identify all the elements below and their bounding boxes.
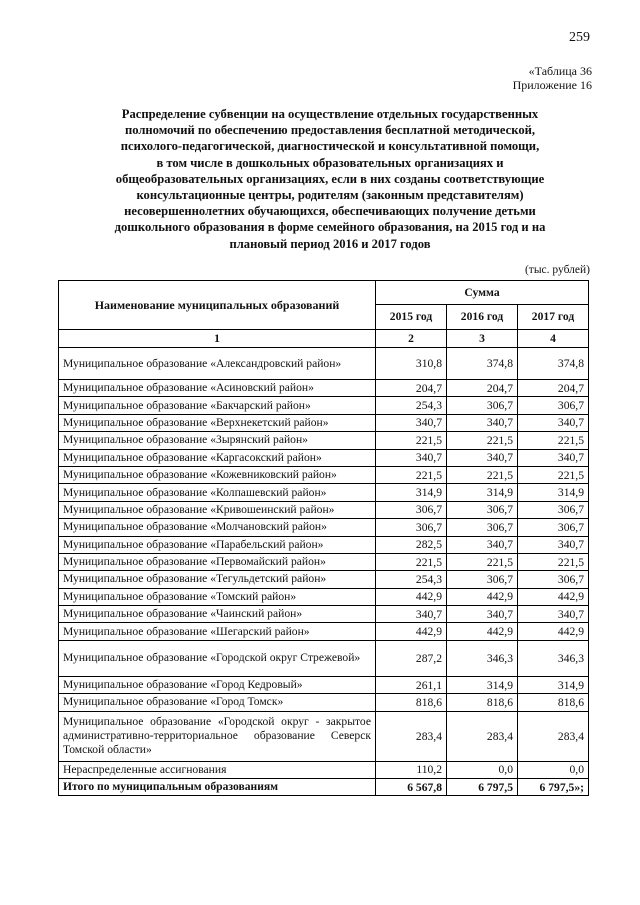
- table-row: [59, 466, 589, 483]
- amount-2015: 340,7: [376, 606, 447, 623]
- amount-2017: 306,7: [518, 519, 589, 536]
- amount-2015: 306,7: [376, 501, 447, 518]
- municipality-name: Муниципальное образование «Кожевниковский район»: [59, 466, 376, 483]
- amount-2016: 221,5: [447, 466, 518, 483]
- amount-2016: 340,7: [447, 606, 518, 623]
- total-2017: 6 797,5»;: [518, 779, 589, 796]
- amount-2015: 442,9: [376, 588, 447, 605]
- amount-2015: 442,9: [376, 623, 447, 640]
- title-line: плановый период 2016 и 2017 годов: [229, 236, 431, 251]
- amount-2015: 261,1: [376, 676, 447, 693]
- amount-2015: 340,7: [376, 449, 447, 466]
- table-row: [59, 536, 589, 553]
- units-label: (тыс. рублей): [524, 264, 590, 276]
- amount-2016: 374,8: [447, 348, 518, 380]
- amount-2017: 221,5: [518, 466, 589, 483]
- table-row: [59, 588, 589, 605]
- amount-2015: 221,5: [376, 553, 447, 570]
- amount-2015: 204,7: [376, 380, 447, 397]
- header-sum: Сумма: [376, 281, 589, 305]
- amount-2015: 340,7: [376, 414, 447, 431]
- table-row: [59, 484, 589, 501]
- header-municipality: Наименование муниципальных образований: [59, 281, 376, 330]
- column-number: 3: [447, 330, 518, 348]
- total-label: Итого по муниципальным образованиям: [59, 779, 376, 796]
- amount-2016: 340,7: [447, 414, 518, 431]
- title-line: несовершеннолетних обучающихся, обеспечивающих получение детьми: [124, 204, 536, 219]
- municipality-name: Муниципальное образование «Верхнекетский район»: [59, 414, 376, 431]
- table-row: [59, 380, 589, 397]
- amount-2017: 340,7: [518, 414, 589, 431]
- amount-2017: 0,0: [518, 761, 589, 778]
- amount-2017: 283,4: [518, 711, 589, 761]
- amount-2015: 314,9: [376, 484, 447, 501]
- header-year-2017: 2017 год: [518, 304, 589, 329]
- amount-2017: 221,5: [518, 432, 589, 449]
- amount-2017: 306,7: [518, 501, 589, 518]
- municipality-name: Муниципальное образование «Кривошеинский район»: [59, 501, 376, 518]
- amount-2016: 306,7: [447, 501, 518, 518]
- table-row: [59, 414, 589, 431]
- amount-2016: 221,5: [447, 553, 518, 570]
- municipality-name: Муниципальное образование «Молчановский район»: [59, 519, 376, 536]
- municipality-name: Муниципальное образование «Зырянский район»: [59, 432, 376, 449]
- title-line: полномочий по обеспечению предоставления бесплатной методической,: [124, 123, 536, 138]
- amount-2017: 442,9: [518, 623, 589, 640]
- municipality-name: Муниципальное образование «Парабельский район»: [59, 536, 376, 553]
- table-ref-line: «Таблица 36: [528, 64, 592, 78]
- amount-2015: 254,3: [376, 571, 447, 588]
- amount-2016: 314,9: [447, 676, 518, 693]
- table-row: [59, 449, 589, 466]
- amount-2016: 442,9: [447, 623, 518, 640]
- amount-2017: 314,9: [518, 484, 589, 501]
- amount-2017: 314,9: [518, 676, 589, 693]
- column-number: 4: [518, 330, 589, 348]
- municipality-name: Муниципальное образование «Александровский район»: [59, 348, 376, 380]
- municipality-name: Муниципальное образование «Город Томск»: [59, 694, 376, 711]
- table-row: [59, 676, 589, 693]
- amount-2016: 306,7: [447, 519, 518, 536]
- amount-2017: 306,7: [518, 397, 589, 414]
- table-row: [59, 501, 589, 518]
- amount-2017: 346,3: [518, 640, 589, 676]
- title-line: в том числе в дошкольных образовательных организациях и: [156, 155, 504, 170]
- column-number: 2: [376, 330, 447, 348]
- amount-2017: 340,7: [518, 536, 589, 553]
- table-row: [59, 571, 589, 588]
- municipality-name: Муниципальное образование «Асиновский район»: [59, 380, 376, 397]
- total-2015: 6 567,8: [376, 779, 447, 796]
- total-2016: 6 797,5: [447, 779, 518, 796]
- municipality-name: Муниципальное образование «Чаинский район»: [59, 606, 376, 623]
- title-line: общеобразовательных организациях, если в них созданы соответствующие: [115, 171, 545, 186]
- municipality-name: Муниципальное образование «Томский район»: [59, 588, 376, 605]
- title-line: Распределение субвенции на осуществление отдельных государственных: [121, 107, 539, 121]
- table-row: [59, 397, 589, 414]
- municipality-name: Муниципальное образование «Тегульдетский район»: [59, 571, 376, 588]
- header-year-2016: 2016 год: [447, 304, 518, 329]
- amount-2017: 204,7: [518, 380, 589, 397]
- amount-2016: 283,4: [447, 711, 518, 761]
- table-row: [59, 761, 589, 778]
- title-line: психолого-педагогической, диагностической и консультативной помощи,: [120, 139, 540, 154]
- amount-2016: 442,9: [447, 588, 518, 605]
- amount-2017: 442,9: [518, 588, 589, 605]
- amount-2015: 306,7: [376, 519, 447, 536]
- table-row: [59, 519, 589, 536]
- table-body: [59, 348, 589, 779]
- table-row: [59, 640, 589, 676]
- column-number: 1: [59, 330, 376, 348]
- page-number: 259: [569, 30, 590, 45]
- amount-2017: 306,7: [518, 571, 589, 588]
- municipality-name: Муниципальное образование «Первомайский район»: [59, 553, 376, 570]
- amount-2016: 204,7: [447, 380, 518, 397]
- amount-2016: 314,9: [447, 484, 518, 501]
- amount-2016: 340,7: [447, 536, 518, 553]
- amount-2015: 221,5: [376, 466, 447, 483]
- amount-2015: 283,4: [376, 711, 447, 761]
- subsidy-table: [58, 280, 589, 796]
- amount-2015: 282,5: [376, 536, 447, 553]
- amount-2017: 340,7: [518, 449, 589, 466]
- appendix-ref-line: Приложение 16: [512, 78, 592, 92]
- amount-2016: 346,3: [447, 640, 518, 676]
- amount-2015: 818,6: [376, 694, 447, 711]
- municipality-name: Муниципальное образование «Колпашевский район»: [59, 484, 376, 501]
- municipality-name: Нераспределенные ассигнования: [59, 761, 376, 778]
- amount-2015: 254,3: [376, 397, 447, 414]
- amount-2016: 0,0: [447, 761, 518, 778]
- table-row: [59, 348, 589, 380]
- municipality-name: Муниципальное образование «Город Кедровый»: [59, 676, 376, 693]
- table-row: [59, 432, 589, 449]
- amount-2015: 287,2: [376, 640, 447, 676]
- total-row: [59, 779, 589, 796]
- table-reference: [513, 64, 592, 92]
- amount-2016: 306,7: [447, 571, 518, 588]
- municipality-name: Муниципальное образование «Городской округ Стрежевой»: [59, 640, 376, 676]
- municipality-name: Муниципальное образование «Бакчарский район»: [59, 397, 376, 414]
- table-row: [59, 553, 589, 570]
- table-row: [59, 694, 589, 711]
- title-line: консультационные центры, родителям (законным представителям): [136, 188, 524, 203]
- document-title: [90, 106, 570, 252]
- table-row: [59, 623, 589, 640]
- amount-2016: 306,7: [447, 397, 518, 414]
- municipality-name: Муниципальное образование «Каргасокский район»: [59, 449, 376, 466]
- municipality-name: Муниципальное образование «Шегарский район»: [59, 623, 376, 640]
- table-row: [59, 711, 589, 761]
- amount-2016: 340,7: [447, 449, 518, 466]
- amount-2017: 221,5: [518, 553, 589, 570]
- amount-2017: 818,6: [518, 694, 589, 711]
- amount-2017: 374,8: [518, 348, 589, 380]
- amount-2015: 110,2: [376, 761, 447, 778]
- header-year-2015: 2015 год: [376, 304, 447, 329]
- municipality-name: Муниципальное образование «Городской округ - закрытое административно-территориальное образование Северск Томской области»: [59, 711, 376, 761]
- amount-2015: 221,5: [376, 432, 447, 449]
- amount-2016: 818,6: [447, 694, 518, 711]
- amount-2015: 310,8: [376, 348, 447, 380]
- amount-2017: 340,7: [518, 606, 589, 623]
- title-line: дошкольного образования в форме семейного образования, на 2015 год и на: [114, 220, 546, 235]
- table-row: [59, 606, 589, 623]
- amount-2016: 221,5: [447, 432, 518, 449]
